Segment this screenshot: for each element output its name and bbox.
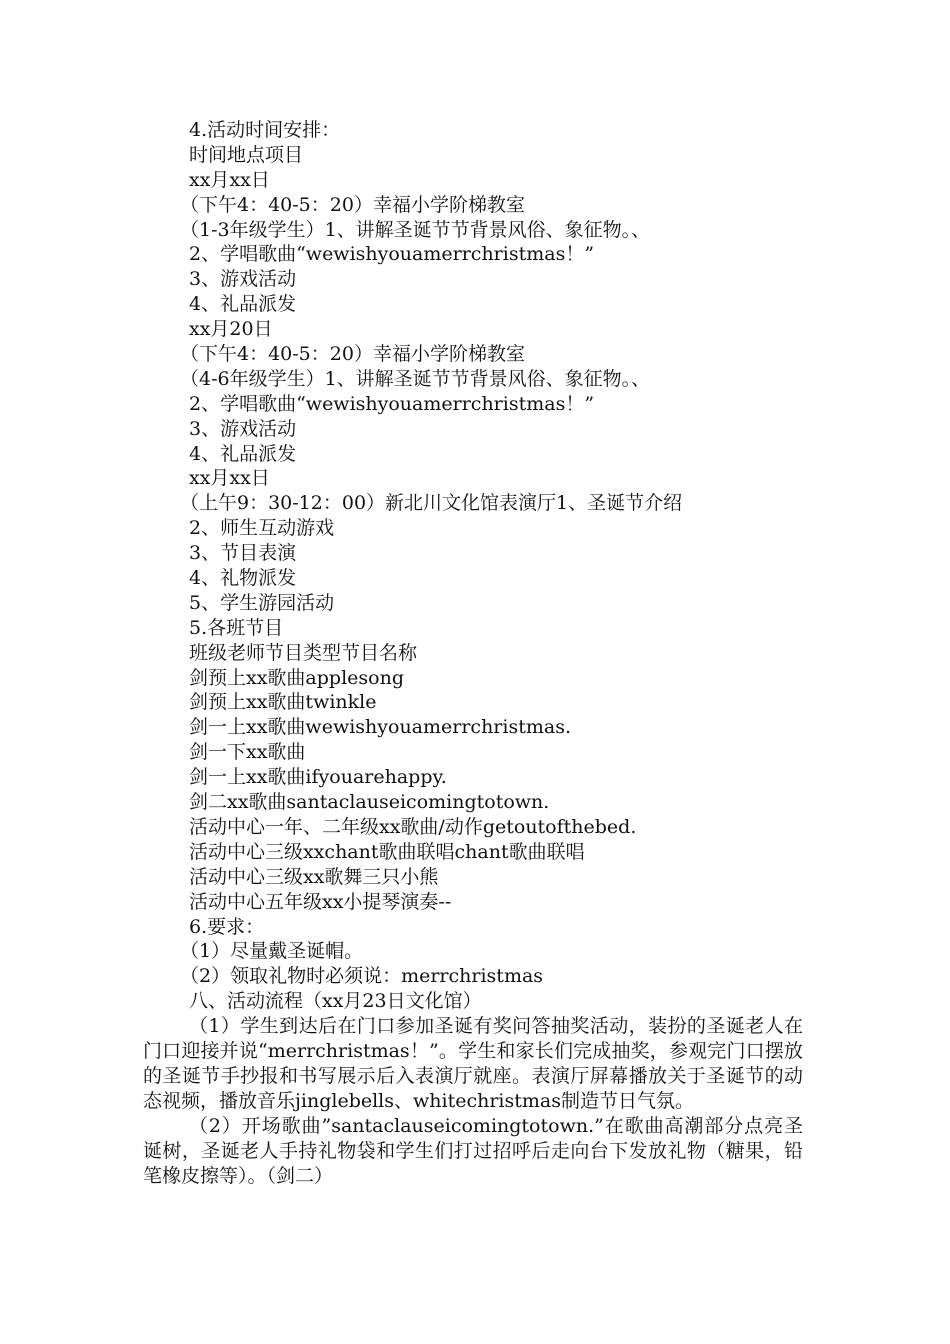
heading-schedule: 4.活动时间安排： bbox=[189, 119, 341, 141]
requirement-item: （2）领取礼物时必须说：merrchristmas bbox=[180, 965, 544, 988]
heading-activity-flow: 八、活动流程（xx月23日文化馆） bbox=[189, 990, 482, 1013]
session-item: 2、学唱歌曲“wewishyouamerrchristmas！” bbox=[189, 243, 595, 266]
session-item: 3、游戏活动 bbox=[189, 417, 297, 440]
flow-paragraph-2: （2）开场歌曲”santaclauseicomingtotown.”在歌曲高潮部分点亮圣诞树，圣诞老人手持礼物袋和学生们打过招呼后走向台下发放礼物（糖果，铅笔橡皮擦等）。（剑二） bbox=[143, 1114, 803, 1187]
program-row: 剑预上xx歌曲twinkle bbox=[189, 691, 377, 714]
session-time-place: （上午9：30-12：00）新北川文化馆表演厅1、圣诞节介绍 bbox=[180, 492, 683, 515]
session-item: 2、学唱歌曲“wewishyouamerrchristmas！” bbox=[189, 392, 595, 415]
session-item: 3、游戏活动 bbox=[189, 268, 297, 291]
session-item: （1-3年级学生）1、讲解圣诞节节背景风俗、象征物。、 bbox=[180, 218, 651, 241]
requirement-item: （1）尽量戴圣诞帽。 bbox=[180, 940, 364, 963]
heading-class-programs: 5.各班节目 bbox=[189, 616, 284, 639]
session-item: 3、节目表演 bbox=[189, 542, 297, 565]
program-row: 活动中心五年级xx小提琴演奏-- bbox=[189, 890, 452, 913]
program-row: 剑一下xx歌曲 bbox=[189, 741, 306, 764]
session-item: 4、礼品派发 bbox=[189, 442, 297, 465]
session-item: 4、礼物派发 bbox=[189, 567, 297, 590]
heading-requirements: 6.要求： bbox=[189, 915, 265, 938]
schedule-columns: 时间地点项目 bbox=[189, 143, 304, 166]
session-time-place: （下午4：40-5：20）幸福小学阶梯教室 bbox=[180, 343, 525, 366]
program-row: 活动中心一年、二年级xx歌曲/动作getoutofthebed. bbox=[189, 815, 637, 838]
session-date: xx月xx日 bbox=[189, 467, 270, 490]
session-item: 5、学生游园活动 bbox=[189, 591, 335, 614]
program-row: 剑一上xx歌曲wewishyouamerrchristmas. bbox=[189, 716, 571, 739]
program-row: 剑预上xx歌曲applesong bbox=[189, 666, 404, 689]
program-row: 剑二xx歌曲santaclauseicomingtotown. bbox=[189, 791, 550, 814]
program-row: 剑一上xx歌曲ifyouarehappy. bbox=[189, 766, 447, 789]
document-page bbox=[0, 118, 950, 1188]
flow-paragraph-1: （1）学生到达后在门口参加圣诞有奖问答抽奖活动，装扮的圣诞老人在门口迎接并说“merrchristmas！”。学生和家长们完成抽奖，参观完门口摆放的圣诞节手抄报和书写展示后入表演厅就座。表演厅屏幕播放关于圣诞节的动态视频，播放音乐jinglebells、whitechristmas制造节日气氛。 bbox=[143, 1015, 803, 1112]
session-time-place: （下午4：40-5：20）幸福小学阶梯教室 bbox=[180, 193, 525, 216]
session-item: 4、礼品派发 bbox=[189, 293, 297, 316]
session-item: 2、师生互动游戏 bbox=[189, 517, 335, 540]
program-row: 活动中心三级xx歌舞三只小熊 bbox=[189, 865, 439, 888]
program-row: 活动中心三级xxchant歌曲联唱chant歌曲联唱 bbox=[189, 840, 585, 863]
session-date: xx月20日 bbox=[189, 318, 273, 341]
session-date: xx月xx日 bbox=[189, 168, 270, 191]
session-item: （4-6年级学生）1、讲解圣诞节节背景风俗、象征物。、 bbox=[180, 367, 651, 390]
program-columns: 班级老师节目类型节目名称 bbox=[189, 641, 418, 664]
